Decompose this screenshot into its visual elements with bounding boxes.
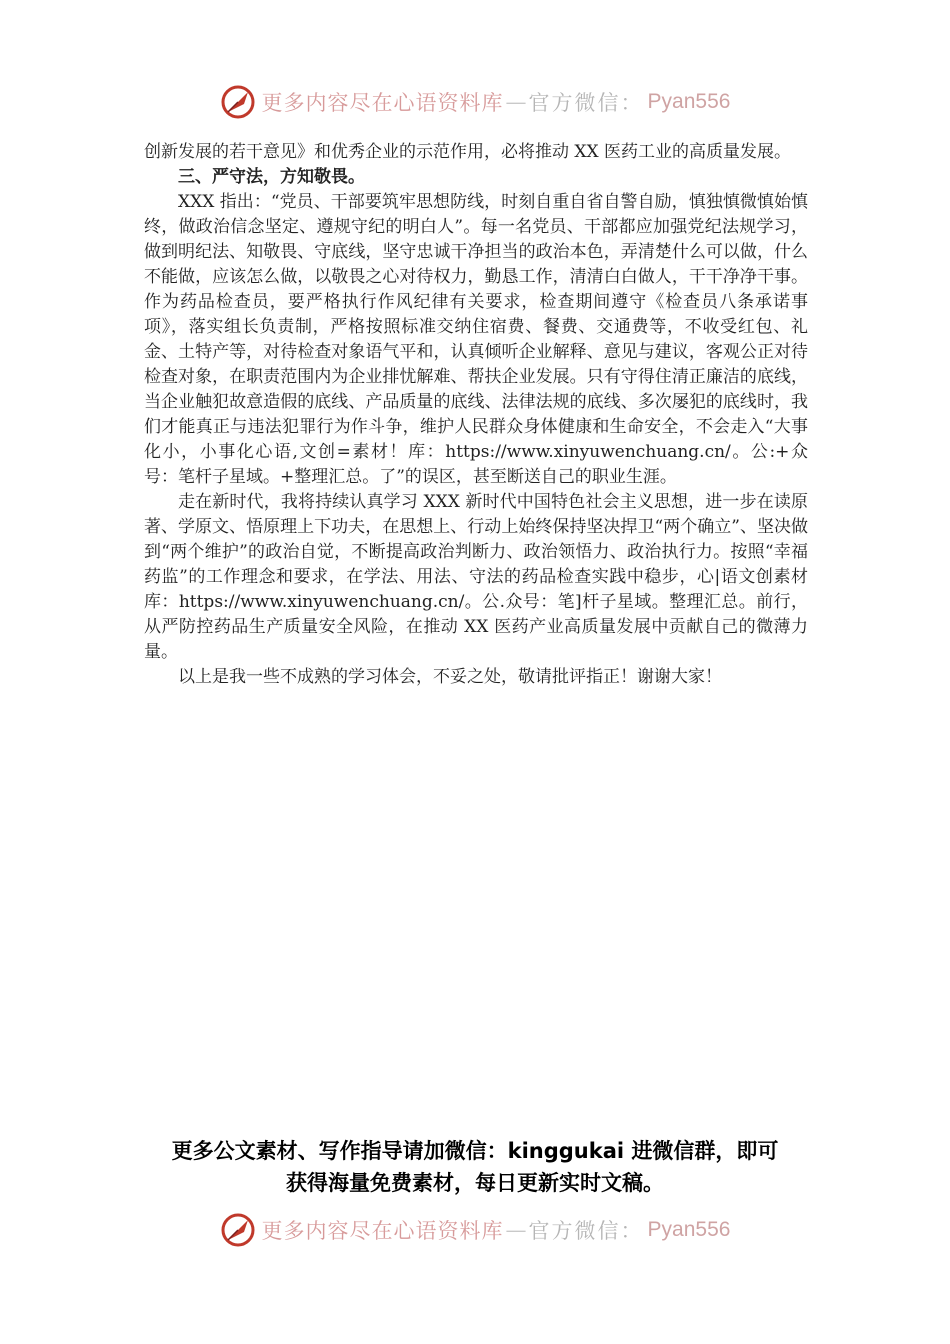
banner-wechat-label: 官方微信： — [528, 91, 644, 115]
promo-line-2: 获得海量免费素材，每日更新实时文稿。 — [286, 1171, 664, 1195]
section-heading: 三、严守法，方知敬畏。 — [178, 167, 365, 187]
promo-line-1: 更多公文素材、写作指导请加微信：kinggukai 进微信群，即可 — [171, 1139, 779, 1163]
footer-watermark-banner — [0, 1208, 950, 1252]
banner-wechat-id: Pyan556 — [647, 1218, 731, 1241]
paragraph-continuation: 创新发展的若干意见》和优秀企业的示范作用，必将推动 XX 医药工业的高质量发展。 — [144, 142, 792, 162]
promo-block — [0, 1135, 950, 1199]
header-watermark-banner — [0, 80, 950, 124]
quill-logo-icon — [220, 1212, 256, 1248]
quill-logo-icon — [220, 84, 256, 120]
banner-wechat-id: Pyan556 — [647, 90, 731, 113]
paragraph-body: 走在新时代，我将持续认真学习 XXX 新时代中国特色社会主义思想，进一步在读原著、学原文、悟原理上下功夫，在思想上、行动上始终保持坚决捍卫“两个确立”、坚决做到“两个维护”的政治自觉，不断提高政治判断力、政治领悟力、政治执行力。按照“幸福药监”的工作理念和要求，在学法、用法、守法的药品检查实践中稳步，心|语文创素材库：https://www.xinyuwenchuang.cn/。公.众号：笔]杆子星域。整理汇总。前行，从严防控药品生产质量安全风险，在推动 XX 医药产业高质量发展中贡献自己的微薄力量。 — [144, 492, 808, 662]
paragraph-body: XXX 指出：“党员、干部要筑牢思想防线，时刻自重自省自警自励，慎独慎微慎始慎终，做政治信念坚定、遵规守纪的明白人”。每一名党员、干部都应加强党纪法规学习，做到明纪法、知敬畏、守底线，坚守忠诚干净担当的政治本色，弄清楚什么可以做，什么不能做，应该怎么做，以敬畏之心对待权力，勤恳工作，清清白白做人，干干净净干事。作为药品检查员，要严格执行作风纪律有关要求，检查期间遵守《检查员八条承诺事项》，落实组长负责制，严格按照标准交纳住宿费、餐费、交通费等，不收受红包、礼金、土特产等，对待检查对象语气平和，认真倾听企业解释、意见与建议，客观公正对待检查对象，在职责范围内为企业排忧解难、帮扶企业发展。只有守得住清正廉洁的底线，当企业触犯故意造假的底线、产品质量的底线、法律法规的底线、多次屡犯的底线时，我们才能真正与违法犯罪行为作斗争，维护人民群众身体健康和生命安全，不会走入“大事化小，小事化心语,文创=素材！库：https://www.xinyuwenchuang.cn/。公:+众号：笔杆子星域。+整理汇总。了”的误区，甚至断送自己的职业生涯。 — [144, 192, 808, 487]
banner-separator: — — [505, 90, 527, 114]
banner-title: 更多内容尽在心语资料库 — [261, 1219, 504, 1243]
banner-separator: — — [505, 1218, 527, 1242]
banner-wechat-label: 官方微信： — [528, 1219, 644, 1243]
paragraph-closing: 以上是我一些不成熟的学习体会，不妥之处，敬请批评指正！谢谢大家！ — [178, 667, 722, 687]
document-body — [144, 140, 808, 690]
banner-title: 更多内容尽在心语资料库 — [261, 91, 504, 115]
